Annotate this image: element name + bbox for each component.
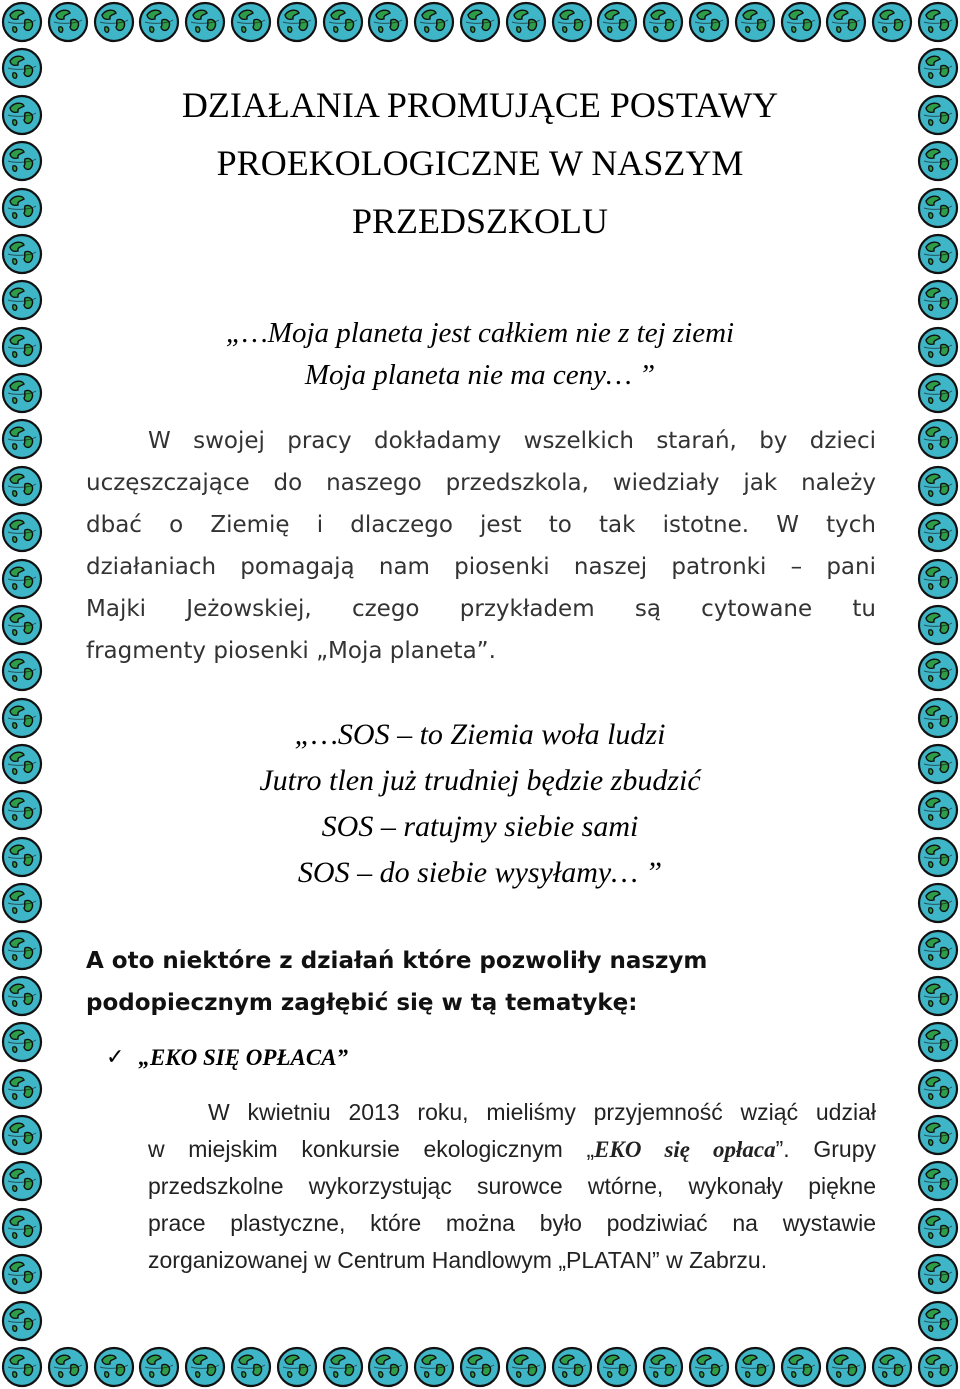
- globe-icon: [0, 696, 44, 740]
- quote-line: Jutro tlen już trudniej będzie zbudzić: [259, 764, 701, 797]
- globe-icon: [916, 417, 960, 461]
- globe-icon: [916, 1299, 960, 1343]
- globe-icon: [0, 974, 44, 1018]
- song-quote-1: [60, 312, 900, 396]
- globe-icon: [137, 0, 181, 44]
- globe-icon: [916, 325, 960, 369]
- globe-icon: [46, 0, 90, 44]
- quote-line: „…Moja planeta jest całkiem nie z tej ziemi: [225, 317, 735, 349]
- paragraph-line: Majki Jeżowskiej, czego przykładem są cytowane tu: [86, 596, 876, 622]
- paragraph-line: [148, 1131, 876, 1168]
- globe-icon: [916, 788, 960, 832]
- globe-icon: [321, 0, 365, 44]
- globe-icon: [916, 1159, 960, 1203]
- globe-icon: [0, 1113, 44, 1157]
- globe-icon: [0, 603, 44, 647]
- globe-icon: [916, 1206, 960, 1250]
- globe-icon: [916, 464, 960, 508]
- globe-icon: [46, 1345, 90, 1389]
- globe-icon: [687, 0, 731, 44]
- globe-icon: [0, 1345, 44, 1389]
- globe-icon: [504, 1345, 548, 1389]
- activity-item: [106, 1038, 348, 1078]
- title-line: DZIAŁANIA PROMUJĄCE POSTAWY: [181, 85, 779, 125]
- globe-icon: [275, 1345, 319, 1389]
- globe-icon: [916, 139, 960, 183]
- globe-icon: [0, 881, 44, 925]
- paragraph-line: W swojej pracy dokładamy wszelkich starań, by dzieci: [148, 428, 876, 454]
- globe-icon: [458, 0, 502, 44]
- title-line: PROEKOLOGICZNE W NASZYM: [216, 143, 744, 183]
- paragraph-line: fragmenty piosenki „Moja planeta”.: [86, 638, 496, 664]
- globe-icon: [779, 0, 823, 44]
- page-title: [60, 76, 900, 250]
- globe-icon: [916, 742, 960, 786]
- globe-icon: [229, 0, 273, 44]
- globe-icon: [870, 1345, 914, 1389]
- quote-line: Moja planeta nie ma ceny… ”: [304, 359, 656, 391]
- globe-icon: [824, 1345, 868, 1389]
- title-line: PRZEDSZKOLU: [351, 201, 608, 241]
- globe-icon: [412, 1345, 456, 1389]
- globe-icon: [92, 1345, 136, 1389]
- globe-icon: [137, 1345, 181, 1389]
- text-segment: w miejskim konkursie ekologicznym „: [148, 1136, 595, 1162]
- globe-icon: [0, 928, 44, 972]
- globe-icon: [183, 1345, 227, 1389]
- globe-icon: [733, 0, 777, 44]
- globe-icon: [0, 1067, 44, 1111]
- globe-icon: [0, 464, 44, 508]
- globe-icon: [0, 371, 44, 415]
- globe-icon: [916, 46, 960, 90]
- globe-icon: [0, 1020, 44, 1064]
- activity-description: [148, 1094, 876, 1279]
- globe-icon: [229, 1345, 273, 1389]
- globe-icon: [916, 371, 960, 415]
- globe-icon: [916, 232, 960, 276]
- paragraph-line: prace plastyczne, które można było podziwiać na wystawie: [148, 1210, 876, 1236]
- paragraph-line: W kwietniu 2013 roku, mieliśmy przyjemność wziąć udział: [208, 1099, 876, 1125]
- quote-line: „…SOS – to Ziemia woła ludzi: [294, 718, 666, 751]
- globe-icon: [0, 325, 44, 369]
- globe-icon: [366, 0, 410, 44]
- paragraph-line: dbać o Ziemię i dlaczego jest to tak istotne. W tych: [86, 512, 876, 538]
- globe-icon: [916, 649, 960, 693]
- globe-icon: [0, 46, 44, 90]
- quote-line: SOS – do siebie wysyłamy… ”: [297, 856, 663, 889]
- globe-icon: [0, 417, 44, 461]
- globe-icon: [0, 1159, 44, 1203]
- globe-icon: [916, 1252, 960, 1296]
- globe-icon: [916, 0, 960, 44]
- intro-paragraph: [86, 420, 876, 672]
- emphasis-text: EKO się opłaca: [594, 1137, 776, 1162]
- globe-icon: [641, 0, 685, 44]
- globe-icon: [0, 510, 44, 554]
- globe-icon: [916, 881, 960, 925]
- globe-icon: [0, 186, 44, 230]
- globe-icon: [0, 0, 44, 44]
- globe-icon: [870, 0, 914, 44]
- globe-icon: [916, 186, 960, 230]
- globe-icon: [0, 557, 44, 601]
- paragraph-line: przedszkolne wykorzystując surowce wtórne, wykonały piękne: [148, 1173, 876, 1199]
- text-segment: ”. Grupy: [775, 1136, 876, 1162]
- globe-icon: [916, 557, 960, 601]
- globe-icon: [916, 603, 960, 647]
- paragraph-line: zorganizowanej w Centrum Handlowym „PLATAN” w Zabrzu.: [148, 1247, 768, 1273]
- globe-icon: [458, 1345, 502, 1389]
- globe-icon: [321, 1345, 365, 1389]
- globe-icon: [0, 1299, 44, 1343]
- globe-icon: [0, 93, 44, 137]
- globe-icon: [595, 1345, 639, 1389]
- globe-icon: [916, 93, 960, 137]
- globe-icon: [92, 0, 136, 44]
- intro-line: A oto niektóre z działań które pozwoliły naszym: [86, 948, 708, 974]
- globe-icon: [733, 1345, 777, 1389]
- quote-line: SOS – ratujmy siebie sami: [321, 810, 639, 843]
- activity-title: „EKO SIĘ OPŁACA”: [138, 1045, 349, 1070]
- globe-icon: [595, 0, 639, 44]
- globe-icon: [824, 0, 868, 44]
- globe-icon: [916, 1067, 960, 1111]
- globe-icon: [0, 1252, 44, 1296]
- globe-icon: [412, 0, 456, 44]
- globe-icon: [916, 974, 960, 1018]
- globe-icon: [0, 742, 44, 786]
- globe-icon: [687, 1345, 731, 1389]
- checkmark-icon: ✓: [106, 1045, 125, 1070]
- globe-icon: [504, 0, 548, 44]
- globe-icon: [779, 1345, 823, 1389]
- globe-icon: [916, 278, 960, 322]
- globe-icon: [550, 1345, 594, 1389]
- globe-icon: [916, 510, 960, 554]
- paragraph-line: uczęszczające do naszego przedszkola, wiedziały jak należy: [86, 470, 876, 496]
- globe-icon: [916, 1345, 960, 1389]
- globe-icon: [0, 232, 44, 276]
- globe-icon: [275, 0, 319, 44]
- globe-icon: [641, 1345, 685, 1389]
- paragraph-line: działaniach pomagają nam piosenki naszej patronki – pani: [86, 554, 876, 580]
- globe-icon: [0, 649, 44, 693]
- globe-icon: [916, 928, 960, 972]
- globe-icon: [183, 0, 227, 44]
- intro-line: podopiecznym zagłębić się w tą tematykę:: [86, 990, 638, 1016]
- globe-icon: [0, 1206, 44, 1250]
- activities-intro: [86, 940, 886, 1024]
- globe-icon: [0, 835, 44, 879]
- globe-icon: [0, 788, 44, 832]
- globe-icon: [916, 696, 960, 740]
- globe-icon: [366, 1345, 410, 1389]
- song-quote-2: [60, 712, 900, 896]
- globe-icon: [916, 1113, 960, 1157]
- globe-icon: [916, 1020, 960, 1064]
- globe-icon: [0, 139, 44, 183]
- globe-icon: [0, 278, 44, 322]
- globe-icon: [550, 0, 594, 44]
- globe-icon: [916, 835, 960, 879]
